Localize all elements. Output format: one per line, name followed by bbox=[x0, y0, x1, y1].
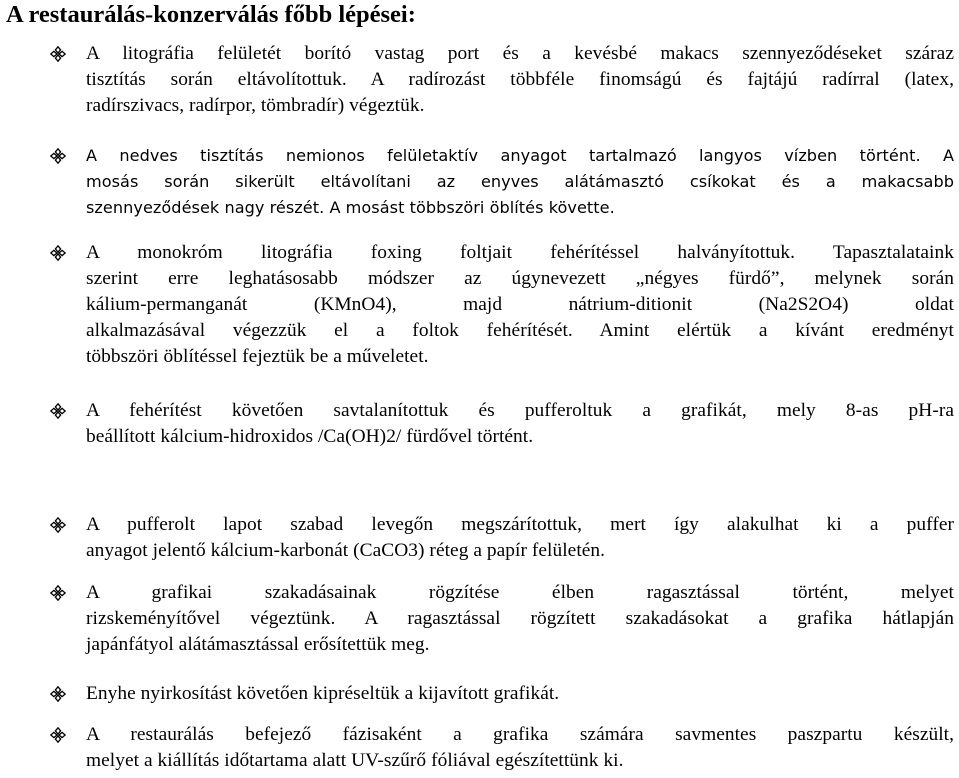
text-line: anyagot jelentő kálcium-karbonát (CaCO3) réteg a papír felületén. bbox=[86, 540, 606, 561]
text-line: rizskeményítővel végeztünk. A ragasztással rögzített szakadásokat a grafika hátlapján bbox=[86, 608, 954, 629]
text-line: szennyeződések nagy részét. A mosást többszöri öblítés követte. bbox=[86, 198, 615, 217]
text-line: beállított kálcium-hidroxidos /Ca(OH)2/ fürdővel történt. bbox=[86, 426, 534, 447]
list-item-text bbox=[86, 41, 954, 119]
text-line: szerint erre leghatásosabb módszer az úgynevezett „négyes fürdő”, melynek során bbox=[86, 268, 954, 289]
text-line: mosás során sikerült eltávolítani az enyves alátámasztó csíkokat és a makacsabb bbox=[86, 172, 954, 191]
text-line: többszöri öblítéssel fejeztük be a műveletet. bbox=[86, 346, 429, 367]
text-line: Enyhe nyirkosítást követően kipréseltük a kijavított grafikát. bbox=[86, 683, 560, 704]
diamond-bullet-icon bbox=[50, 46, 66, 62]
text-line: melyet a kiállítás időtartama alatt UV-szűrő fóliával egészítettünk ki. bbox=[86, 750, 624, 771]
text-line: A fehérítést követően savtalanítottuk és pufferoltuk a grafikát, mely 8-as pH-ra bbox=[86, 400, 954, 421]
diamond-bullet-icon bbox=[50, 403, 66, 419]
text-line: A litográfia felületét borító vastag port és a kevésbé makacs szennyeződéseket száraz bbox=[86, 43, 954, 64]
text-line: A restaurálás befejező fázisaként a grafika számára savmentes paszpartu készült, bbox=[86, 724, 954, 745]
text-line: A grafikai szakadásainak rögzítése élben ragasztással történt, melyet bbox=[86, 582, 954, 603]
list-item-text bbox=[86, 580, 954, 658]
diamond-bullet-icon bbox=[50, 148, 66, 164]
text-line: kálium-permanganát (KMnO4), majd nátrium-ditionit (Na2S2O4) oldat bbox=[86, 294, 954, 315]
text-line: radírszivacs, radírpor, tömbradír) végeztük. bbox=[86, 95, 425, 116]
text-line: A pufferolt lapot szabad levegőn megszárítottuk, mert így alakulhat ki a puffer bbox=[86, 514, 954, 535]
text-line: A monokróm litográfia foxing foltjait fehérítéssel halványítottuk. Tapasztalataink bbox=[86, 242, 954, 263]
diamond-bullet-icon bbox=[50, 585, 66, 601]
text-line: tisztítás során eltávolítottuk. A radírozást többféle finomságú és fajtájú radírral (latex, bbox=[86, 69, 954, 90]
text-line: A nedves tisztítás nemionos felületaktív anyagot tartalmazó langyos vízben történt. A bbox=[86, 146, 954, 165]
text-line: japánfátyol alátámasztással erősítettük meg. bbox=[86, 634, 430, 655]
diamond-bullet-icon bbox=[50, 727, 66, 743]
page-title: A restaurálás-konzerválás főbb lépései: bbox=[6, 1, 416, 28]
diamond-bullet-icon bbox=[50, 517, 66, 533]
diamond-bullet-icon bbox=[50, 686, 66, 702]
list-item-text bbox=[86, 240, 954, 370]
list-item-text bbox=[86, 398, 954, 450]
list-item-text bbox=[86, 143, 954, 221]
text-line: alkalmazásával végezzük el a foltok fehérítését. Amint elértük a kívánt eredményt bbox=[86, 320, 954, 341]
list-item-text bbox=[86, 681, 954, 707]
list-item-text bbox=[86, 722, 954, 774]
list-item-text bbox=[86, 512, 954, 564]
diamond-bullet-icon bbox=[50, 245, 66, 261]
